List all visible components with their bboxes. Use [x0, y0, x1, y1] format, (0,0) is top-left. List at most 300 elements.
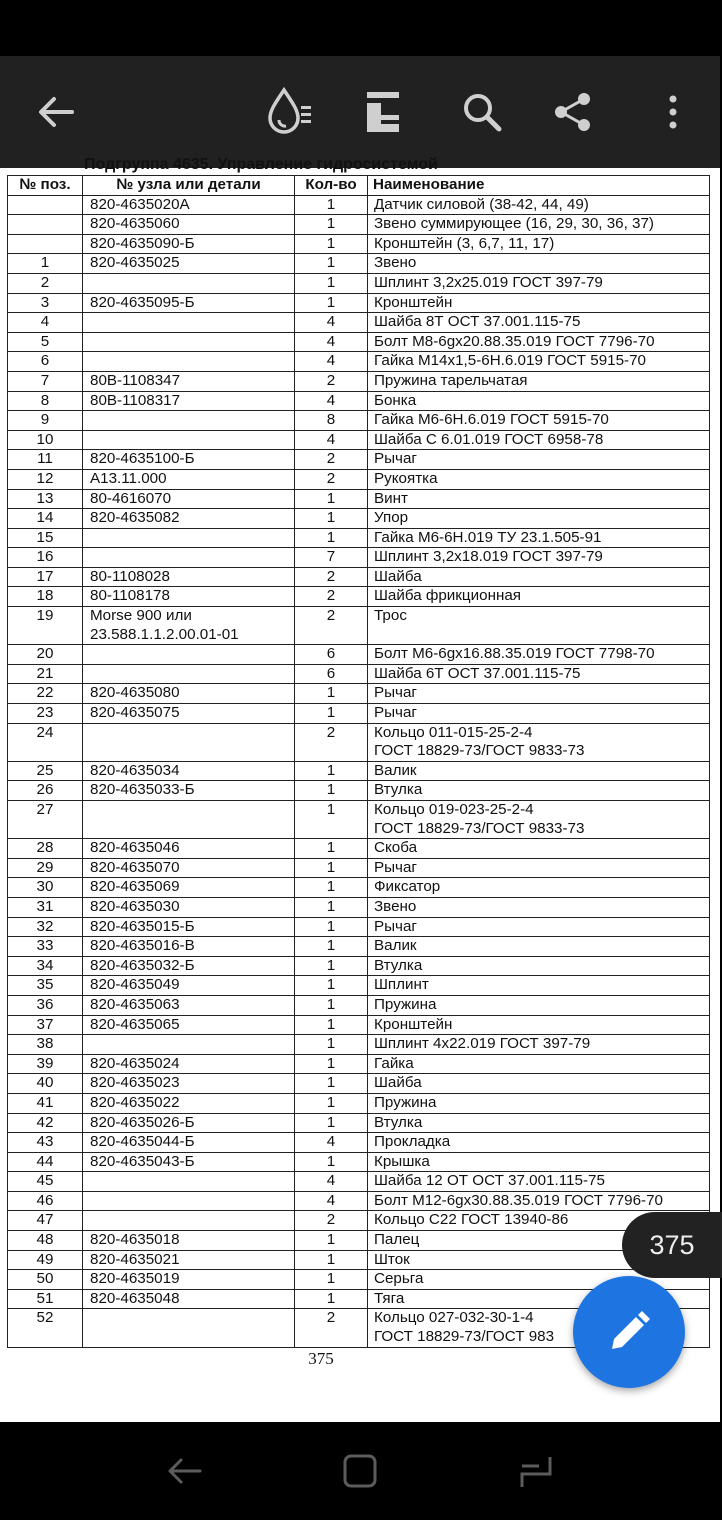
cell-pos-text: 12	[36, 469, 54, 487]
nav-home-button[interactable]	[310, 1422, 410, 1520]
table-row	[8, 332, 710, 352]
cell-part-number	[83, 1093, 295, 1113]
cell-name	[368, 645, 710, 665]
system-nav-bar	[0, 1422, 720, 1520]
cell-pos	[8, 1093, 83, 1113]
cell-pos	[8, 1270, 83, 1290]
cell-pos-text: 47	[36, 1211, 54, 1229]
cell-name-text-line2: ГОСТ 18829-73/ГОСТ 983	[374, 1328, 555, 1346]
cell-pos-text: 5	[40, 332, 50, 350]
reflow-icon	[264, 86, 314, 138]
cell-quantity	[295, 664, 368, 684]
cell-part-number	[83, 195, 295, 215]
cell-pos-text: 34	[36, 956, 54, 974]
edit-fab-button[interactable]	[573, 1276, 685, 1388]
nav-back-button[interactable]	[135, 1422, 235, 1520]
cell-part-number-text: 820-4635023	[90, 1074, 180, 1092]
table-row	[8, 664, 710, 684]
cell-pos	[8, 371, 83, 391]
cell-name	[368, 1035, 710, 1055]
cell-pos	[8, 195, 83, 215]
cell-quantity-text: 1	[326, 1231, 336, 1249]
cell-name-text: Кронштейн	[374, 1015, 453, 1033]
table-row	[8, 469, 710, 489]
cell-part-number-text-line2: 23.588.1.1.2.00.01-01	[90, 625, 239, 643]
cell-pos	[8, 858, 83, 878]
cell-pos-text: 20	[36, 645, 54, 663]
toolbar	[0, 56, 720, 168]
cell-part-number-text: 80-4616070	[90, 489, 172, 507]
cell-quantity	[295, 878, 368, 898]
cell-part-number	[83, 664, 295, 684]
cell-quantity-text: 2	[326, 723, 336, 741]
cell-pos	[8, 1015, 83, 1035]
share-button[interactable]	[537, 56, 609, 168]
cell-quantity-text: 2	[326, 1211, 336, 1229]
cell-part-number	[83, 234, 295, 254]
table-row	[8, 293, 710, 313]
cell-name-text: Валик	[374, 761, 417, 779]
cell-part-number-text: 820-4635075	[90, 704, 180, 722]
cell-pos-text: 43	[36, 1133, 54, 1151]
cell-name-text: Трос	[374, 607, 407, 625]
cell-pos-text: 10	[36, 430, 54, 448]
cell-pos	[8, 567, 83, 587]
cell-pos	[8, 878, 83, 898]
table-row	[8, 1015, 710, 1035]
cell-name	[368, 897, 710, 917]
cell-quantity-text: 1	[326, 1054, 336, 1072]
cell-quantity	[295, 313, 368, 333]
table-row	[8, 1152, 710, 1172]
table-row	[8, 1231, 710, 1251]
cell-quantity	[295, 430, 368, 450]
cell-name-text: Звено суммирующее (16, 29, 30, 36, 37)	[374, 215, 654, 233]
cell-name-text: Шайба С 6.01.019 ГОСТ 6958-78	[374, 430, 604, 448]
reflow-button[interactable]	[253, 56, 325, 168]
cell-part-number	[83, 391, 295, 411]
table-row	[8, 704, 710, 724]
cell-name-text: Втулка	[374, 956, 423, 974]
cell-name-text: Кольцо С22 ГОСТ 13940-86	[374, 1211, 569, 1229]
cell-name-text: Датчик силовой (38-42, 44, 49)	[374, 195, 589, 213]
cell-quantity	[295, 293, 368, 313]
cell-pos	[8, 976, 83, 996]
cell-quantity-text: 1	[326, 976, 336, 994]
cell-pos	[8, 917, 83, 937]
cell-pos	[8, 607, 83, 645]
cell-quantity	[295, 858, 368, 878]
table-row	[8, 528, 710, 548]
cell-pos	[8, 1074, 83, 1094]
table-row	[8, 1250, 710, 1270]
cell-part-number-text: 80-1108028	[90, 567, 170, 585]
table-row	[8, 509, 710, 529]
cell-name-text: Шплинт 3,2х25.019 ГОСТ 397-79	[374, 273, 603, 291]
cell-pos-text: 36	[36, 995, 54, 1013]
cell-quantity	[295, 548, 368, 568]
cell-part-number	[83, 587, 295, 607]
cell-quantity-text: 4	[326, 430, 336, 448]
cell-pos	[8, 215, 83, 235]
cell-name-text: Кольцо 011-015-25-2-4	[374, 723, 533, 741]
cell-name	[368, 371, 710, 391]
cell-name-text: Рычаг	[374, 858, 417, 876]
cell-quantity	[295, 1191, 368, 1211]
cell-name-text: Звено	[374, 254, 417, 272]
cell-name-text: Шайба	[374, 567, 422, 585]
cell-part-number	[83, 1152, 295, 1172]
cell-pos	[8, 801, 83, 839]
table-body	[8, 195, 710, 1347]
cell-quantity-text: 1	[326, 684, 336, 702]
cell-quantity-text: 6	[326, 664, 336, 682]
cell-name-text: Болт М6-6gх16.88.35.019 ГОСТ 7798-70	[374, 645, 655, 663]
cell-pos-text: 42	[36, 1113, 54, 1131]
cell-pos-text: 7	[40, 371, 50, 389]
cell-name	[368, 878, 710, 898]
nav-home-icon	[342, 1453, 378, 1489]
table-row	[8, 195, 710, 215]
cell-pos	[8, 352, 83, 372]
search-icon	[461, 91, 503, 133]
nav-back-icon	[167, 1455, 203, 1487]
arrow-left-icon	[36, 92, 76, 132]
cell-name	[368, 489, 710, 509]
cell-name-text: Шплинт	[374, 976, 429, 994]
cell-pos-text: 25	[36, 761, 54, 779]
cell-pos-text: 35	[36, 976, 54, 994]
cell-quantity-text: 4	[326, 1133, 336, 1151]
cell-pos-text: 18	[36, 587, 54, 605]
table-row	[8, 1133, 710, 1153]
cell-name	[368, 469, 710, 489]
cell-name	[368, 1054, 710, 1074]
cell-pos-text: 4	[40, 313, 50, 331]
cell-pos	[8, 1172, 83, 1192]
cell-pos	[8, 450, 83, 470]
cell-name	[368, 391, 710, 411]
cell-part-number	[83, 976, 295, 996]
cell-pos	[8, 469, 83, 489]
cell-quantity-text: 1	[326, 215, 336, 233]
cell-part-number	[83, 1309, 295, 1347]
cell-quantity	[295, 897, 368, 917]
cell-part-number	[83, 878, 295, 898]
cell-name-text: Прокладка	[374, 1133, 451, 1151]
cell-part-number-text: 820-4635080	[90, 684, 180, 702]
cell-pos-text: 9	[40, 411, 50, 429]
cell-pos	[8, 937, 83, 957]
cell-part-number-text: 820-4635018	[90, 1231, 180, 1249]
cell-pos-text: 14	[36, 509, 54, 527]
cell-part-number-text: 820-4635021	[90, 1250, 180, 1268]
cell-quantity	[295, 684, 368, 704]
cell-name-text: Рычаг	[374, 704, 417, 722]
cell-pos	[8, 587, 83, 607]
cell-part-number	[83, 567, 295, 587]
cell-name-text: Кронштейн	[374, 293, 453, 311]
cell-quantity	[295, 801, 368, 839]
cell-pos-text: 24	[36, 723, 54, 741]
table-header-row	[8, 176, 710, 196]
cell-pos	[8, 254, 83, 274]
cell-part-number	[83, 352, 295, 372]
cell-name-text: Звено	[374, 897, 417, 915]
cell-quantity	[295, 1211, 368, 1231]
cell-part-number	[83, 897, 295, 917]
cell-name-text: Гайка	[374, 1054, 414, 1072]
cell-quantity	[295, 254, 368, 274]
cell-quantity	[295, 1054, 368, 1074]
table-row	[8, 371, 710, 391]
cell-pos	[8, 332, 83, 352]
cell-pos-text: 46	[36, 1191, 54, 1209]
cell-pos-text: 49	[36, 1250, 54, 1268]
cell-name-text: Рычаг	[374, 684, 417, 702]
cell-quantity	[295, 1113, 368, 1133]
cell-part-number	[83, 1231, 295, 1251]
cell-part-number	[83, 1074, 295, 1094]
cell-name-text: Втулка	[374, 1113, 423, 1131]
cell-quantity	[295, 1074, 368, 1094]
table-row	[8, 1172, 710, 1192]
table-row	[8, 1211, 710, 1231]
table-row	[8, 897, 710, 917]
cell-pos	[8, 723, 83, 761]
cell-pos	[8, 430, 83, 450]
cell-name-text: Гайка М6-6Н.019 ТУ 23.1.505-91	[374, 528, 602, 546]
cell-part-number	[83, 313, 295, 333]
cell-name-text: Валик	[374, 937, 417, 955]
cell-pos	[8, 1289, 83, 1309]
cell-part-number-text: 820-4635043-Б	[90, 1152, 195, 1170]
cell-part-number	[83, 761, 295, 781]
cell-pos	[8, 761, 83, 781]
cell-quantity	[295, 1309, 368, 1347]
cell-pos	[8, 704, 83, 724]
search-button[interactable]	[446, 56, 518, 168]
more-button[interactable]	[637, 56, 709, 168]
table-row	[8, 411, 710, 431]
cell-name	[368, 1152, 710, 1172]
cell-pos-text: 2	[40, 273, 50, 291]
cell-name	[368, 664, 710, 684]
cell-quantity	[295, 352, 368, 372]
cell-quantity-text: 4	[326, 391, 336, 409]
table-row	[8, 215, 710, 235]
table-row	[8, 489, 710, 509]
cell-quantity	[295, 234, 368, 254]
cell-pos	[8, 684, 83, 704]
cell-name-text: Серьга	[374, 1270, 424, 1288]
cell-quantity	[295, 332, 368, 352]
cell-quantity-text: 1	[326, 801, 336, 818]
cell-quantity	[295, 489, 368, 509]
cell-part-number	[83, 371, 295, 391]
cell-pos	[8, 897, 83, 917]
cell-name-text: Бонка	[374, 391, 417, 409]
cell-pos	[8, 1309, 83, 1347]
cell-name	[368, 313, 710, 333]
cell-name-text: Шплинт 4х22.019 ГОСТ 397-79	[374, 1035, 591, 1053]
cell-quantity	[295, 215, 368, 235]
cell-name	[368, 995, 710, 1015]
cell-quantity-text: 8	[326, 411, 336, 429]
cell-part-number	[83, 1211, 295, 1231]
cell-part-number-text: 820-4635095-Б	[90, 293, 195, 311]
bookmark-button[interactable]	[347, 56, 419, 168]
cell-name-text: Скоба	[374, 839, 418, 857]
cell-quantity-text: 1	[326, 195, 336, 213]
table-row	[8, 839, 710, 859]
cell-pos-text: 17	[36, 567, 54, 585]
cell-pos-text: 21	[36, 664, 54, 682]
cell-quantity-text: 1	[326, 897, 336, 915]
table-row	[8, 273, 710, 293]
table-row	[8, 567, 710, 587]
cell-part-number	[83, 411, 295, 431]
cell-part-number	[83, 1250, 295, 1270]
table-row	[8, 917, 710, 937]
cell-quantity	[295, 450, 368, 470]
cell-pos-text: 26	[36, 781, 54, 799]
table-row	[8, 1035, 710, 1055]
cell-part-number-text: 820-4635033-Б	[90, 781, 195, 799]
cell-quantity-text: 1	[326, 254, 336, 272]
cell-pos	[8, 1152, 83, 1172]
cell-name-text: Гайка М6-6Н.6.019 ГОСТ 5915-70	[374, 411, 609, 429]
cell-part-number	[83, 469, 295, 489]
table-row	[8, 956, 710, 976]
header-name: Наименование	[368, 176, 710, 196]
cell-name-text: Шайба 8Т ОСТ 37.001.115-75	[374, 313, 581, 331]
cell-quantity-text: 2	[326, 587, 336, 605]
cell-pos-text: 50	[36, 1270, 54, 1288]
cell-name-text: Палец	[374, 1231, 420, 1249]
cell-name-text: Рычаг	[374, 917, 417, 935]
cell-pos	[8, 1113, 83, 1133]
cell-name-text: Шайба 12 ОТ ОСТ 37.001.115-75	[374, 1172, 605, 1190]
cell-name-text: Кольцо 019-023-25-2-4	[374, 801, 534, 818]
cell-pos	[8, 645, 83, 665]
cell-part-number	[83, 1191, 295, 1211]
cell-quantity-text: 2	[326, 469, 336, 487]
cell-pos-text: 23	[36, 704, 54, 722]
cell-part-number-text: 80В-1108317	[90, 391, 181, 409]
cell-pos	[8, 1133, 83, 1153]
cell-name	[368, 254, 710, 274]
table-row	[8, 723, 710, 761]
cell-part-number-text: 820-4635020А	[90, 195, 190, 213]
cell-quantity	[295, 1289, 368, 1309]
cell-part-number	[83, 917, 295, 937]
table-row	[8, 878, 710, 898]
cell-pos	[8, 1231, 83, 1251]
cell-name-text: Упор	[374, 509, 409, 527]
cell-part-number	[83, 332, 295, 352]
cell-part-number-text: 820-4635069	[90, 878, 180, 896]
table-row	[8, 761, 710, 781]
cell-pos-text: 45	[36, 1172, 54, 1190]
cell-pos-text: 27	[36, 801, 54, 818]
table-row	[8, 313, 710, 333]
cell-name	[368, 801, 710, 839]
cell-pos-text: 15	[36, 528, 54, 546]
cell-pos-text: 11	[37, 450, 53, 468]
cell-part-number	[83, 1270, 295, 1290]
cell-part-number-text: 820-4635022	[90, 1093, 180, 1111]
cell-part-number-text: 820-4635026-Б	[90, 1113, 195, 1131]
cell-pos-text: 19	[36, 607, 54, 625]
cell-quantity	[295, 567, 368, 587]
cell-part-number	[83, 489, 295, 509]
cell-part-number-text: 820-4635070	[90, 858, 180, 876]
cell-quantity-text: 1	[326, 1113, 336, 1131]
cell-part-number	[83, 528, 295, 548]
page-number: 375	[308, 1349, 334, 1368]
cell-part-number	[83, 1133, 295, 1153]
document-page[interactable]	[0, 156, 720, 1422]
cell-quantity-text: 1	[326, 937, 336, 955]
cell-quantity-text: 1	[326, 839, 336, 857]
back-button[interactable]	[20, 56, 92, 168]
table-row	[8, 234, 710, 254]
table-row	[8, 801, 710, 839]
cell-pos-text: 33	[36, 937, 54, 955]
cell-quantity	[295, 607, 368, 645]
cell-quantity-text: 4	[326, 352, 336, 370]
cell-pos-text: 40	[36, 1074, 54, 1092]
cell-name-text: Шплинт 3,2х18.019 ГОСТ 397-79	[374, 548, 603, 566]
table-row	[8, 430, 710, 450]
cell-part-number	[83, 607, 295, 645]
cell-part-number-text: 820-4635024	[90, 1054, 180, 1072]
cell-part-number	[83, 1113, 295, 1133]
cell-pos	[8, 1211, 83, 1231]
cell-part-number	[83, 450, 295, 470]
cell-pos-text: 39	[36, 1054, 54, 1072]
cell-name-text-line2: ГОСТ 18829-73/ГОСТ 9833-73	[374, 819, 585, 837]
table-row	[8, 858, 710, 878]
cell-quantity-text: 1	[326, 528, 336, 546]
cell-quantity-text: 6	[326, 645, 336, 663]
cell-quantity-text: 4	[326, 1191, 336, 1209]
cell-quantity	[295, 781, 368, 801]
cell-pos	[8, 273, 83, 293]
cell-quantity	[295, 587, 368, 607]
cell-part-number	[83, 254, 295, 274]
cell-quantity	[295, 371, 368, 391]
table-row	[8, 684, 710, 704]
cell-part-number	[83, 1054, 295, 1074]
cell-part-number	[83, 548, 295, 568]
cell-name	[368, 1191, 710, 1211]
cell-pos-text: 3	[40, 293, 50, 311]
cell-pos	[8, 528, 83, 548]
cell-part-number	[83, 273, 295, 293]
cell-name-text: Втулка	[374, 781, 423, 799]
cell-part-number-text: А13.11.000	[90, 469, 167, 487]
cell-quantity-text: 1	[326, 1152, 336, 1170]
nav-recents-button[interactable]	[486, 1422, 586, 1520]
cell-pos	[8, 995, 83, 1015]
table-row	[8, 1054, 710, 1074]
cell-name	[368, 528, 710, 548]
cell-name	[368, 587, 710, 607]
cell-name	[368, 1074, 710, 1094]
cell-name	[368, 293, 710, 313]
